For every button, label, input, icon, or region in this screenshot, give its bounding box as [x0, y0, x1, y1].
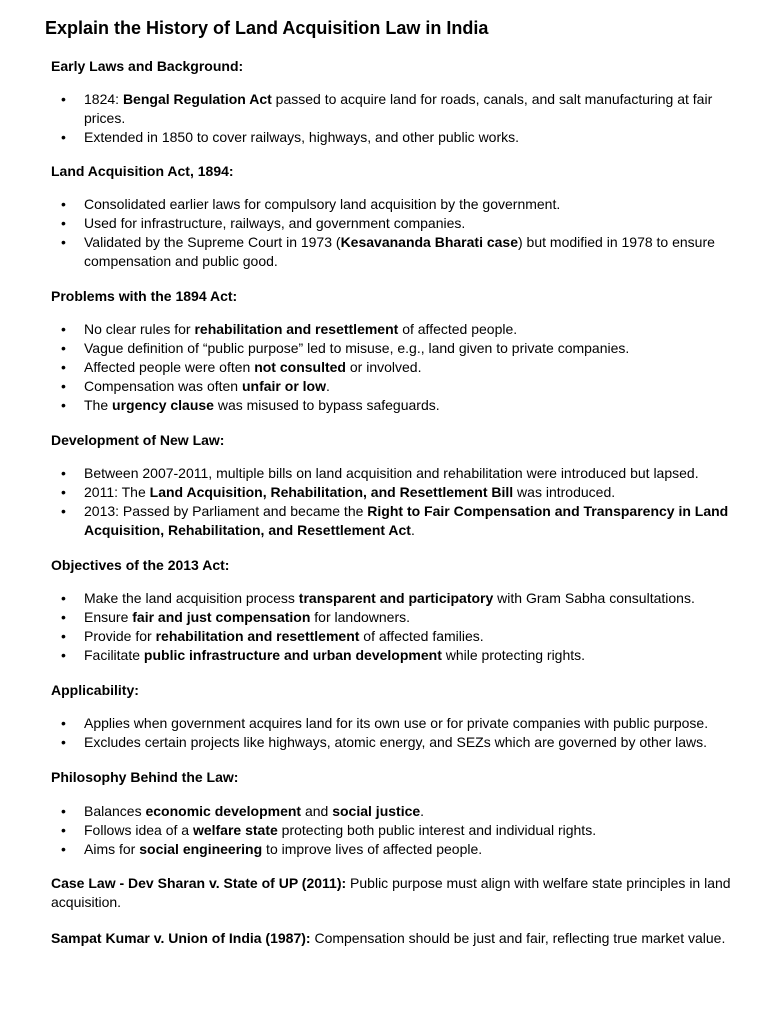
section-list-objectives	[51, 589, 731, 665]
bullet-item: • 1824: Bengal Regulation Act passed to acquire land for roads, canals, and salt manufacturing at fair prices.	[51, 90, 731, 128]
section-list-philosophy	[51, 802, 731, 859]
bullet-item: • Validated by the Supreme Court in 1973 (Kesavananda Bharati case) but modified in 1978 to ensure compensation and public good.	[51, 233, 731, 271]
section-heading-act-1894: Land Acquisition Act, 1894:	[51, 163, 234, 179]
bullet-item: • Used for infrastructure, railways, and government companies.	[51, 214, 731, 233]
bold-emphasis: Bengal Regulation Act	[122, 91, 272, 107]
bold-emphasis: rehabilitation and resettlement	[194, 321, 399, 337]
bold-emphasis: Land Acquisition, Rehabilitation, and Resettlement Bill	[149, 484, 514, 500]
bullet-item: • Compensation was often unfair or low.	[51, 377, 731, 396]
bullet-item: • No clear rules for rehabilitation and resettlement of affected people.	[51, 320, 731, 339]
bullet-item: • Affected people were often not consulted or involved.	[51, 358, 731, 377]
bullet-item: • Provide for rehabilitation and resettlement of affected families.	[51, 627, 731, 646]
bold-emphasis: Sampat Kumar v. Union of India (1987):	[51, 930, 311, 946]
bullet-item: • Balances economic development and social justice.	[51, 802, 731, 821]
section-heading-early-laws: Early Laws and Background:	[51, 58, 244, 74]
bullet-item: • Follows idea of a welfare state protecting both public interest and individual rights.	[51, 821, 731, 840]
bold-emphasis: urgency clause	[112, 397, 214, 413]
case-law-sampat-kumar: Sampat Kumar v. Union of India (1987): Compensation should be just and fair, reflecting true market value.	[51, 930, 726, 946]
section-list-act-1894	[51, 195, 731, 271]
bullet-item: • Make the land acquisition process transparent and participatory with Gram Sabha consultations.	[51, 589, 731, 608]
bold-emphasis: Right to Fair Compensation and Transparency in Land Acquisition, Rehabilitation, and Resettlement Act	[84, 503, 729, 538]
bullet-item: • Excludes certain projects like highways, atomic energy, and SEZs which are governed by other laws.	[51, 733, 731, 752]
bullet-item: • Aims for social engineering to improve lives of affected people.	[51, 840, 731, 859]
bold-emphasis: not consulted	[254, 359, 346, 375]
section-heading-philosophy: Philosophy Behind the Law:	[51, 769, 239, 785]
bold-emphasis: public infrastructure and urban development	[143, 647, 442, 663]
bold-emphasis: social justice	[332, 803, 421, 819]
bullet-item: • Consolidated earlier laws for compulsory land acquisition by the government.	[51, 195, 731, 214]
section-heading-problems: Problems with the 1894 Act:	[51, 288, 238, 304]
bullet-item: • Between 2007-2011, multiple bills on land acquisition and rehabilitation were introduced but lapsed.	[51, 464, 731, 483]
bullet-item: • The urgency clause was misused to bypass safeguards.	[51, 396, 731, 415]
section-list-applicability	[51, 714, 731, 752]
section-heading-objectives: Objectives of the 2013 Act:	[51, 557, 230, 573]
bullet-item: • Facilitate public infrastructure and urban development while protecting rights.	[51, 646, 731, 665]
bold-emphasis: Case Law - Dev Sharan v. State of UP (2011):	[51, 875, 347, 891]
bold-emphasis: economic development	[145, 803, 302, 819]
bullet-item: • Extended in 1850 to cover railways, highways, and other public works.	[51, 128, 731, 147]
section-heading-new-law: Development of New Law:	[51, 432, 225, 448]
bold-emphasis: Kesavananda Bharati case	[340, 234, 518, 250]
bullet-item: • 2013: Passed by Parliament and became the Right to Fair Compensation and Transparency in Land Acquisition, Rehabilitation, and Resettlement Act.	[51, 502, 731, 540]
document-title: Explain the History of Land Acquisition Law in India	[45, 18, 489, 38]
section-list-early-laws	[51, 90, 731, 147]
section-list-new-law	[51, 464, 731, 540]
bullet-item: • Applies when government acquires land for its own use or for private companies with public purpose.	[51, 714, 731, 733]
section-list-problems	[51, 320, 731, 415]
bold-emphasis: social engineering	[139, 841, 263, 857]
bullet-item: • 2011: The Land Acquisition, Rehabilitation, and Resettlement Bill was introduced.	[51, 483, 731, 502]
section-heading-applicability: Applicability:	[51, 682, 139, 698]
bold-emphasis: rehabilitation and resettlement	[155, 628, 360, 644]
bold-emphasis: welfare state	[192, 822, 278, 838]
case-law-dev-sharan: Case Law - Dev Sharan v. State of UP (2011): Public purpose must align with welfare state principles in land acquisition.	[51, 875, 731, 910]
bullet-item: • Vague definition of “public purpose” led to misuse, e.g., land given to private companies.	[51, 339, 731, 358]
bold-emphasis: transparent and participatory	[298, 590, 494, 606]
bold-emphasis: unfair or low	[241, 378, 326, 394]
bullet-item: • Ensure fair and just compensation for landowners.	[51, 608, 731, 627]
bold-emphasis: fair and just compensation	[132, 609, 311, 625]
